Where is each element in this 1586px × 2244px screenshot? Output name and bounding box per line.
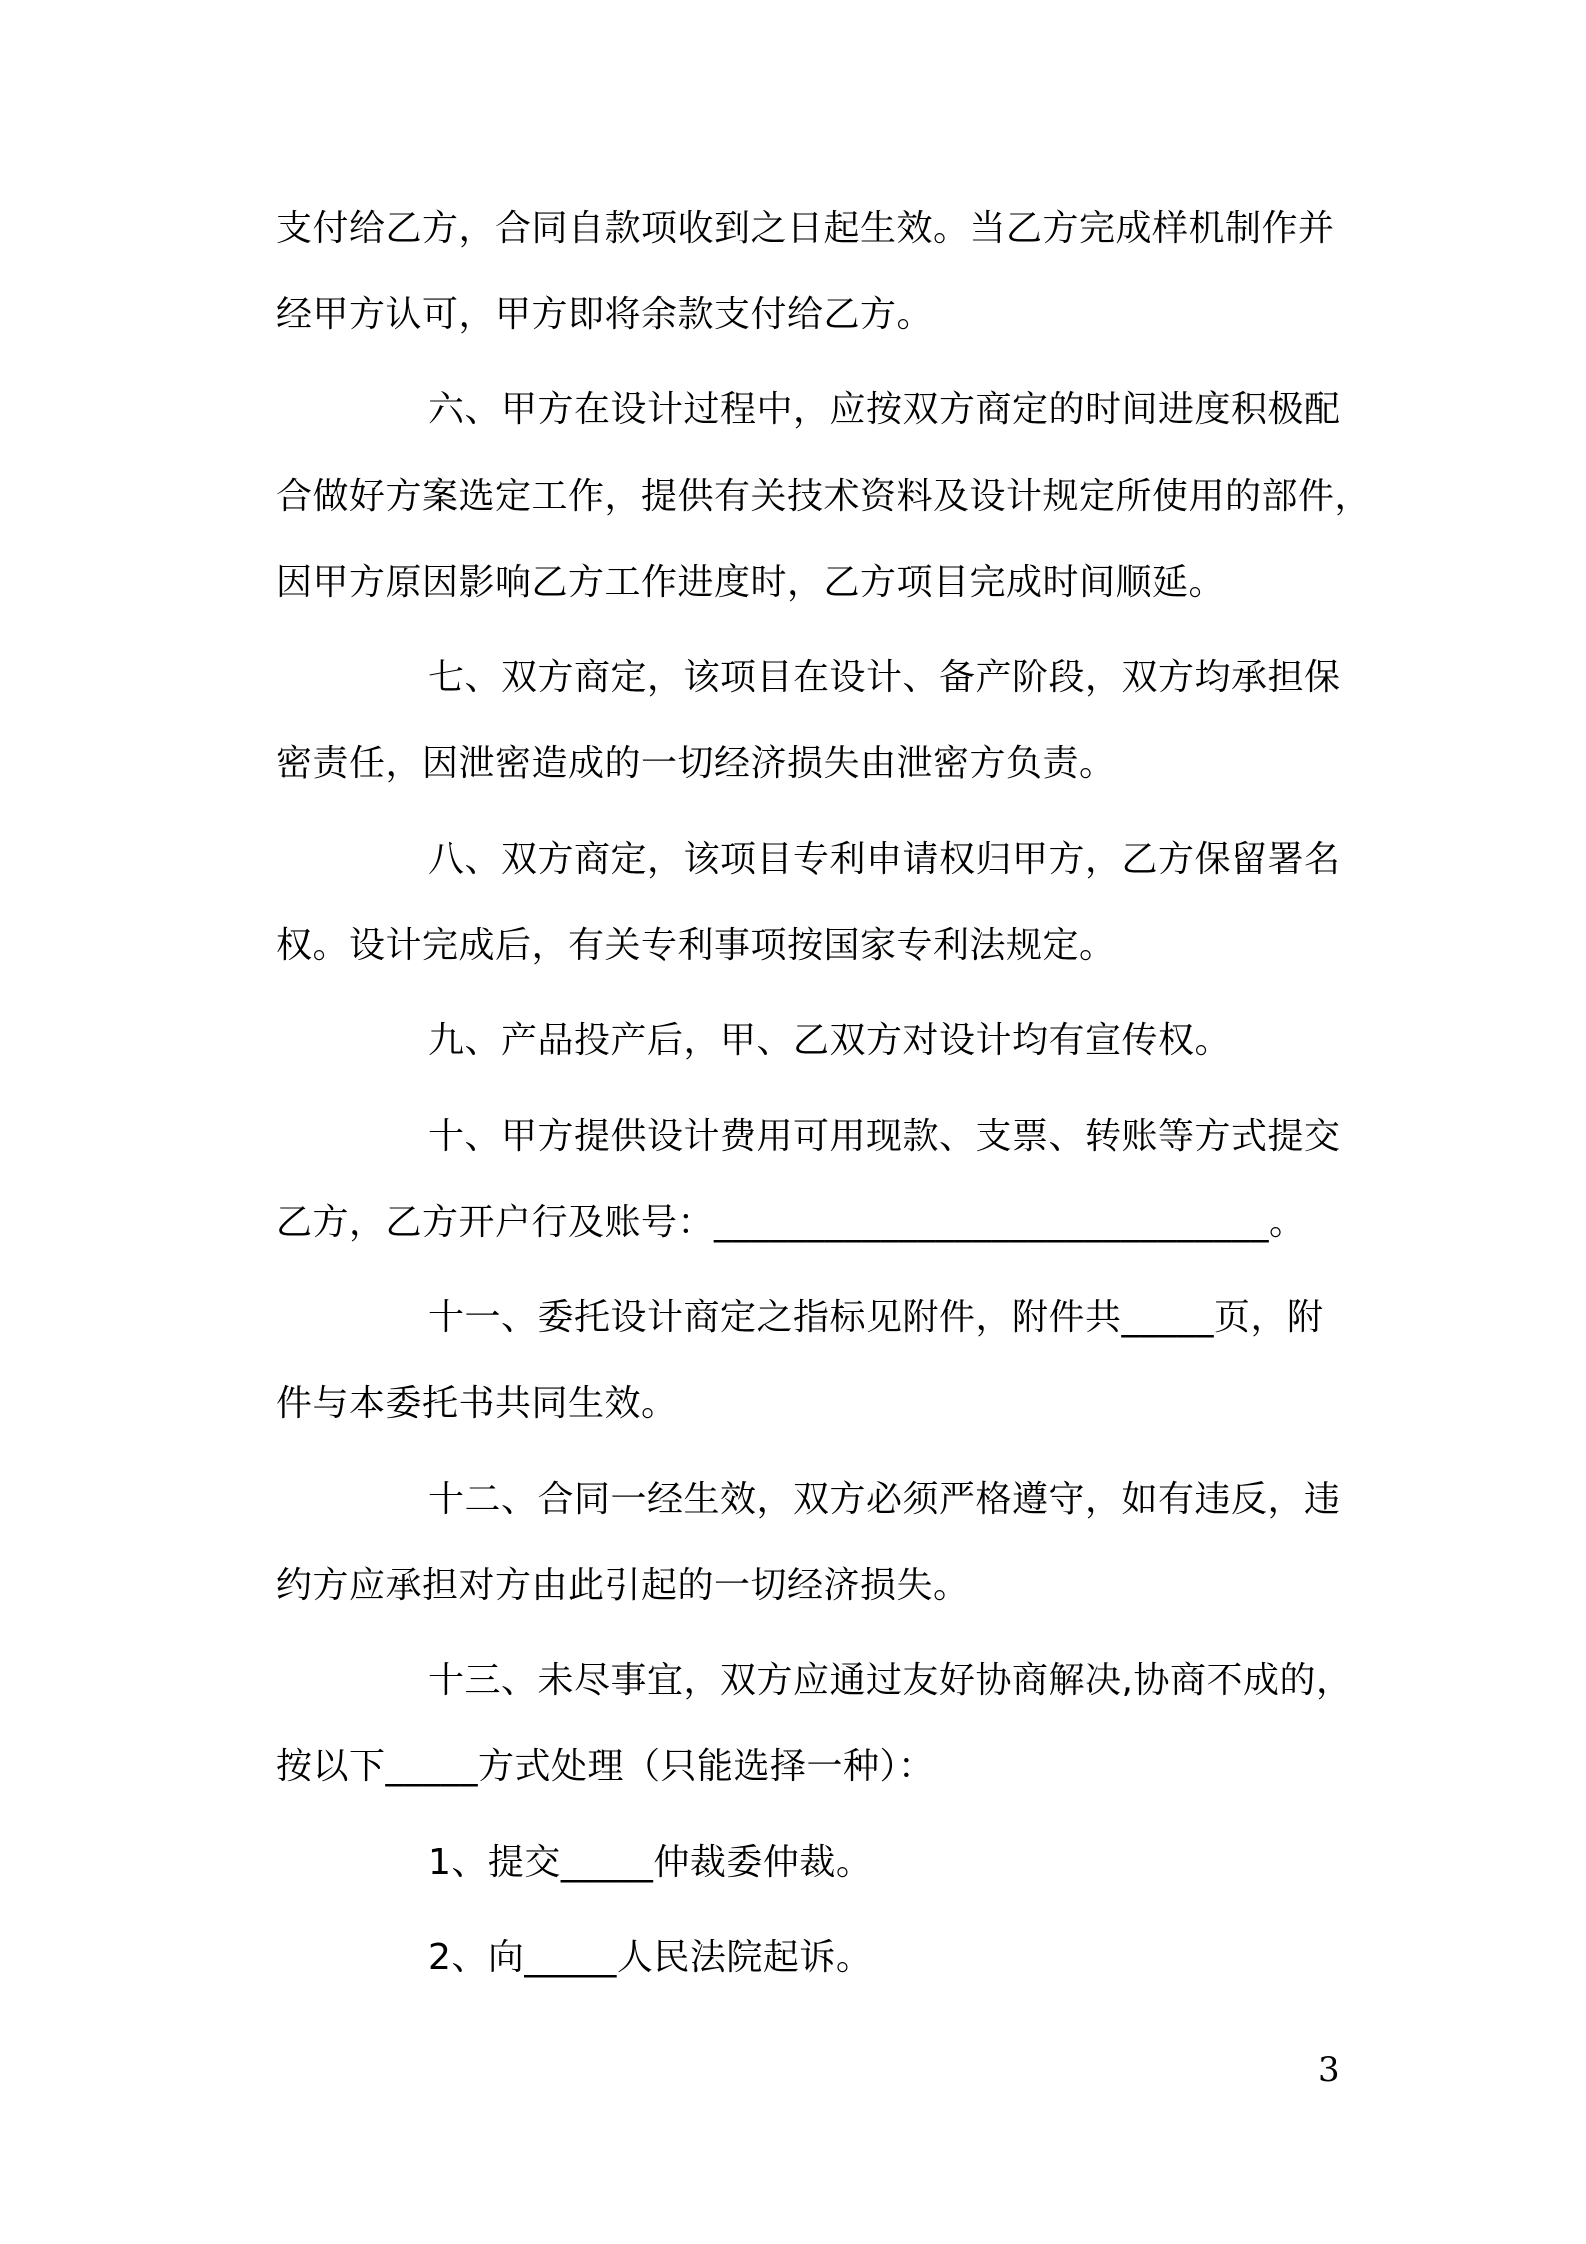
clause-8-heading-line: 八、双方商定，该项目专利申请权归甲方，乙方保留署名 [428, 839, 1341, 880]
clause-7-heading-line: 七、双方商定，该项目在设计、备产阶段，双方均承担保 [428, 657, 1341, 698]
option-2-line: 2、向_____人民法院起诉。 [428, 1937, 873, 1978]
text-line: 权。设计完成后，有关专利事项按国家专利法规定。 [276, 925, 1116, 966]
text-line: 密责任，因泄密造成的一切经济损失由泄密方负责。 [276, 743, 1116, 784]
text-line: 合做好方案选定工作，提供有关技术资料及设计规定所使用的部件， [276, 476, 1372, 517]
text-line: 约方应承担对方由此引起的一切经济损失。 [276, 1565, 970, 1606]
text-line: 按以下_____方式处理（只能选择一种）： [276, 1746, 935, 1787]
clause-12-heading-line: 十二、合同一经生效，双方必须严格遵守，如有违反，违 [428, 1479, 1341, 1520]
clause-10-heading-line: 十、甲方提供设计费用可用现款、支票、转账等方式提交 [428, 1116, 1341, 1157]
text-line: 支付给乙方，合同自款项收到之日起生效。当乙方完成样机制作并 [276, 208, 1335, 249]
clause-9-line: 九、产品投产后，甲、乙双方对设计均有宣传权。 [428, 1020, 1232, 1061]
text-line: 经甲方认可，甲方即将余款支付给乙方。 [276, 294, 934, 335]
text-line: 因甲方原因影响乙方工作进度时，乙方项目完成时间顺延。 [276, 562, 1226, 603]
bank-account-line: 乙方，乙方开户行及账号：______________________________。 [276, 1202, 1306, 1243]
text-line: 件与本委托书共同生效。 [276, 1383, 678, 1424]
page-number: 3 [1318, 2050, 1340, 2090]
clause-11-heading-line: 十一、委托设计商定之指标见附件，附件共_____页，附 [428, 1297, 1324, 1338]
option-1-line: 1、提交_____仲裁委仲裁。 [428, 1842, 873, 1883]
clause-6-heading-line: 六、甲方在设计过程中，应按双方商定的时间进度积极配 [428, 389, 1341, 430]
clause-13-heading-line: 十三、未尽事宜，双方应通过友好协商解决,协商不成的， [428, 1660, 1353, 1701]
